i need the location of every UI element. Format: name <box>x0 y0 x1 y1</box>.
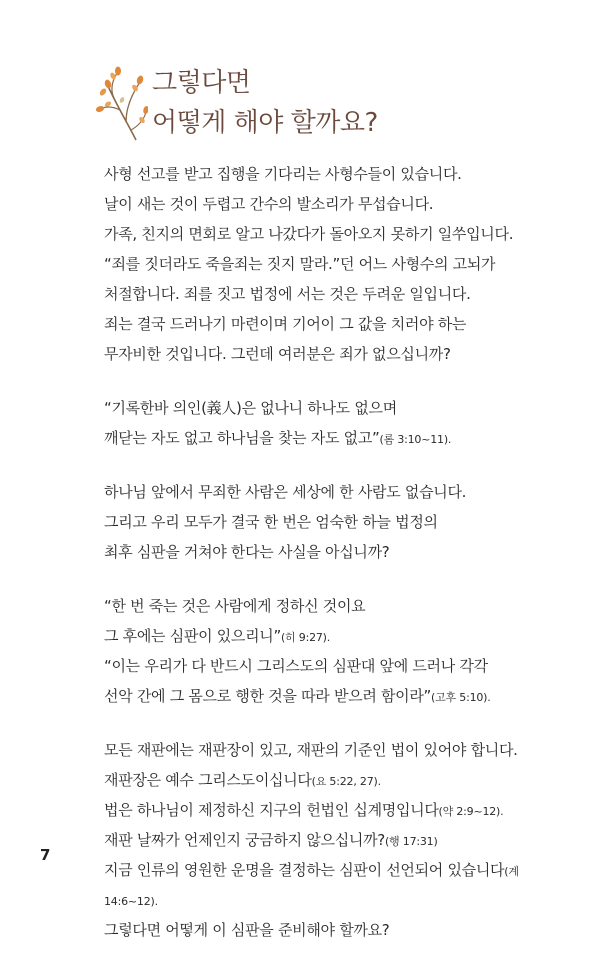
text-line <box>104 592 574 622</box>
line-text: “한 번 죽는 것은 사람에게 정하신 것이요 <box>104 597 366 615</box>
line-text: 처절합니다. 죄를 짓고 법정에 서는 것은 두려운 일입니다. <box>104 285 471 303</box>
flower-sprig-icon <box>96 64 148 142</box>
text-line <box>104 796 574 826</box>
text-line <box>104 508 574 538</box>
scripture-reference: (롬 3:10~11). <box>379 433 452 446</box>
line-text: 모든 재판에는 재판장이 있고, 재판의 기준인 법이 있어야 합니다. <box>104 741 518 759</box>
paragraph <box>104 478 574 568</box>
text-line <box>104 190 574 220</box>
text-line <box>104 766 574 796</box>
text-line <box>104 652 574 682</box>
title-line-2: 어떻게 해야 할까요? <box>152 108 378 138</box>
text-line <box>104 280 574 310</box>
line-text: 그리고 우리 모두가 결국 한 번은 엄숙한 하늘 법정의 <box>104 513 438 531</box>
paragraph <box>104 160 574 370</box>
scripture-reference: (약 2:9~12). <box>438 805 504 818</box>
line-text: 무자비한 것입니다. 그런데 여러분은 죄가 없으십니까? <box>104 345 451 363</box>
text-line <box>104 220 574 250</box>
scripture-reference: (요 5:22, 27). <box>311 775 381 788</box>
line-text: 재판 날짜가 언제인지 궁금하지 않으십니까? <box>104 831 385 849</box>
line-text: 죄는 결국 드러나기 마련이며 기어이 그 값을 치러야 하는 <box>104 315 467 333</box>
line-text: 깨닫는 자도 없고 하나님을 찾는 자도 없고” <box>104 429 380 447</box>
text-line <box>104 682 574 712</box>
scripture-reference: (히 9:27). <box>280 631 331 644</box>
paragraph <box>104 592 574 712</box>
title-line-1: 그렇다면 <box>152 68 251 98</box>
chapter-heading <box>96 52 516 162</box>
text-line <box>104 916 574 946</box>
text-line <box>104 160 574 190</box>
text-line <box>104 340 574 370</box>
line-text: “이는 우리가 다 반드시 그리스도의 심판대 앞에 드러나 각각 <box>104 657 488 675</box>
paragraph <box>104 394 574 454</box>
scripture-reference: (행 17:31) <box>384 835 438 848</box>
line-text: 재판장은 예수 그리스도이십니다 <box>104 771 312 789</box>
body-text <box>104 160 574 970</box>
page-number: 7 <box>40 846 51 864</box>
line-text: 선악 간에 그 몸으로 행한 것을 따라 받으려 함이라” <box>104 687 432 705</box>
text-line <box>104 394 574 424</box>
paragraph <box>104 736 574 946</box>
text-line <box>104 622 574 652</box>
text-line <box>104 856 574 886</box>
line-text: 사형 선고를 받고 집행을 기다리는 사형수들이 있습니다. <box>104 165 462 183</box>
text-line <box>104 424 574 454</box>
text-line <box>104 250 574 280</box>
scripture-reference: 14:6~12). <box>104 895 158 908</box>
text-line <box>104 736 574 766</box>
line-text: “죄를 짓더라도 죽을죄는 짓지 말라.”던 어느 사형수의 고뇌가 <box>104 255 496 273</box>
text-line <box>104 310 574 340</box>
line-text: 날이 새는 것이 두렵고 간수의 발소리가 무섭습니다. <box>104 195 434 213</box>
line-text: 법은 하나님이 제정하신 지구의 헌법인 십계명입니다 <box>104 801 439 819</box>
text-line <box>104 478 574 508</box>
line-text: 최후 심판을 거쳐야 한다는 사실을 아십니까? <box>104 543 390 561</box>
text-line <box>104 826 574 856</box>
line-text: 지금 인류의 영원한 운명을 결정하는 심판이 선언되어 있습니다 <box>104 861 505 879</box>
scripture-reference: (고후 5:10). <box>431 691 491 704</box>
line-text: “기록한바 의인(義人)은 없나니 하나도 없으며 <box>104 399 397 417</box>
line-text: 하나님 앞에서 무죄한 사람은 세상에 한 사람도 없습니다. <box>104 483 467 501</box>
line-text: 그 후에는 심판이 있으리니” <box>104 627 281 645</box>
line-text: 그렇다면 어떻게 이 심판을 준비해야 할까요? <box>104 921 390 939</box>
line-text: 가족, 친지의 면회로 알고 나갔다가 돌아오지 못하기 일쑤입니다. <box>104 225 514 243</box>
text-line <box>104 538 574 568</box>
scripture-reference: (계 <box>504 865 519 878</box>
text-line <box>104 886 574 916</box>
